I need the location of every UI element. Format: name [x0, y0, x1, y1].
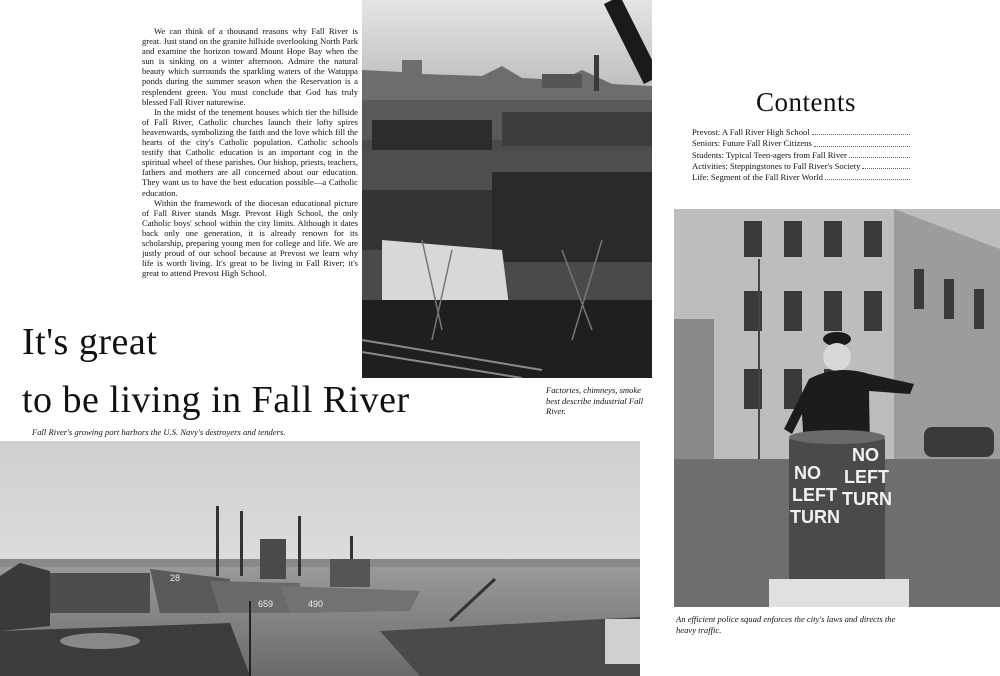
sign-word-left: LEFT [844, 467, 889, 487]
police-caption: An efficient police squad enforces the city's laws and directs the heavy traffic. [676, 614, 896, 635]
toc-item[interactable]: Students: Typical Teen-agers from Fall River [692, 150, 910, 161]
sign-word-left: LEFT [792, 485, 837, 505]
headline-line-2: to be living in Fall River [22, 379, 410, 421]
intro-paragraph: Within the framework of the diocesan educational picture of Fall River stands Msgr. Prevost High School, the only Catholic boys' school within the city limits. Although it dates back only one generation, it is already renown for its scholarship, preparing young men for college and life. We are justly proud of our school because at Prevost we learn why life is worth living. It's great to be living in Fall River; it's great to attend Prevost High School. [142, 197, 358, 279]
intro-text [142, 26, 358, 278]
toc-item[interactable]: Seniors: Future Fall River Citizens [692, 138, 910, 149]
hull-number-1: 28 [170, 573, 181, 583]
hull-number-2: 659 [258, 599, 274, 609]
toc-item[interactable]: Activities: Steppingstones to Fall River's Society [692, 161, 910, 172]
toc-item[interactable]: Life: Segment of the Fall River World [692, 172, 910, 183]
sign-word-turn: TURN [790, 507, 840, 527]
hull-number-3: 490 [308, 599, 324, 609]
headline-line-1: It's great [22, 321, 158, 363]
factories-caption: Factories, chimneys, smoke best describe industrial Fall River. [546, 385, 644, 416]
sign-word-no: NO [794, 463, 821, 483]
sign-word-turn: TURN [842, 489, 892, 509]
harbor-photo [0, 441, 640, 676]
sign-word-no: NO [852, 445, 879, 465]
table-of-contents [692, 127, 910, 183]
intro-paragraph: We can think of a thousand reasons why Fall River is great. Just stand on the granite hillside overlooking North Park and examine the horizon toward Mount Hope Bay when the sun is sinking on a winter afternoon. Admire the natural beauty which surrounds the sparkling waters of the Watuppa ponds during the summer season when the Reservation is a resplendent green. You must conclude that God has truly blessed Fall River naturewise. [142, 26, 358, 107]
contents-title: Contents [756, 87, 857, 117]
toc-item[interactable]: Prevost: A Fall River High School [692, 127, 910, 138]
intro-paragraph: In the midst of the tenement houses which tier the hillside of Fall River, Catholic churches launch their lofty spires heavenwards, symbolizing the faith and the love which fill the hearts of the city's Catholic population. Catholic schools testify that Catholic education is an important cog in the spiritual wheel of these parishes. Our bishop, priests, teachers, fathers and mothers are all concerned about our education. They want us to have the best education possible—a Catholic education. [142, 106, 358, 198]
police-photo [674, 209, 1000, 607]
factory-photo [362, 0, 652, 378]
harbor-caption: Fall River's growing port harbors the U.S. Navy's destroyers and tenders. [32, 427, 286, 437]
